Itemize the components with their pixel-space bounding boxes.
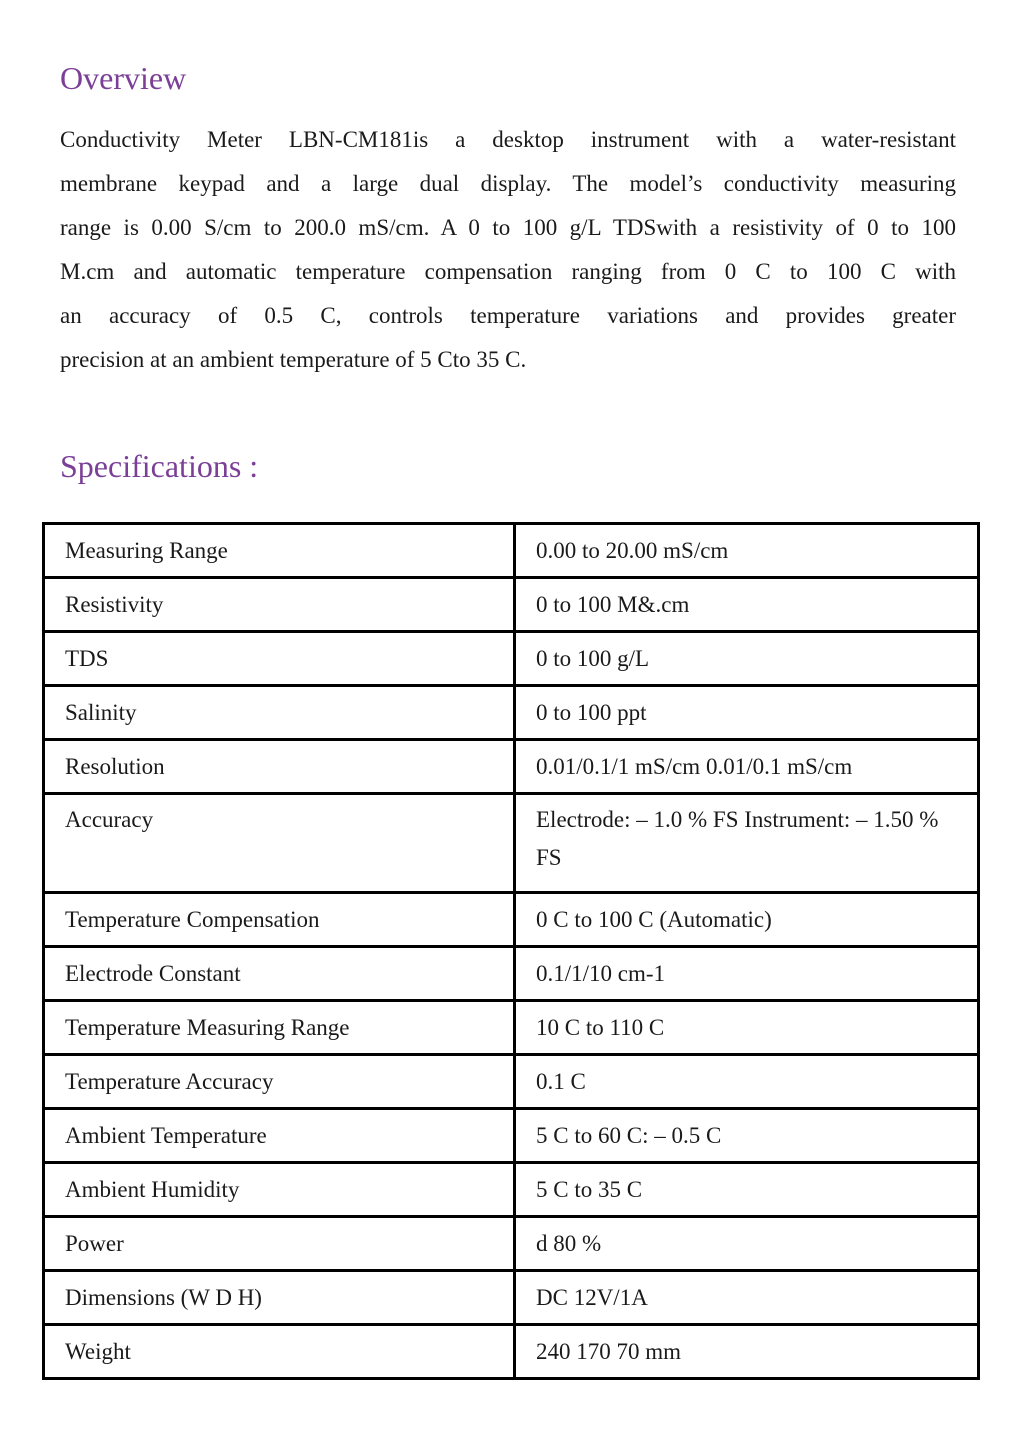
specifications-heading: Specifications : [60,448,259,484]
overview-line: range is 0.00 S/cm to 200.0 mS/cm. A 0 to 100 g/L TDSwith a resistivity of 0 to 100 [60,215,956,240]
spec-label: Accuracy [44,794,515,893]
table-row [44,1271,979,1325]
spec-label: Resolution [44,740,515,794]
spec-value: 0.1/1/10 cm-1 [515,947,979,1001]
table-row [44,1055,979,1109]
spec-value: 0.00 to 20.00 mS/cm [515,524,979,578]
table-row [44,1163,979,1217]
spec-value: d 80 % [515,1217,979,1271]
spec-value: 5 C to 35 C [515,1163,979,1217]
spec-label: Temperature Compensation [44,893,515,947]
table-row [44,632,979,686]
spec-value: 10 C to 110 C [515,1001,979,1055]
table-row [44,740,979,794]
table-row [44,1109,979,1163]
spec-label: Temperature Measuring Range [44,1001,515,1055]
spec-value: 0.1 C [515,1055,979,1109]
overview-line: M.cm and automatic temperature compensation ranging from 0 C to 100 C with [60,259,956,284]
spec-label: Power [44,1217,515,1271]
table-row [44,1325,979,1379]
overview-line: membrane keypad and a large dual display. The model’s conductivity measuring [60,171,956,196]
spec-label: Salinity [44,686,515,740]
table-row [44,578,979,632]
spec-label: Temperature Accuracy [44,1055,515,1109]
table-row [44,794,979,893]
spec-value: 0 to 100 ppt [515,686,979,740]
spec-value: 0 to 100 g/L [515,632,979,686]
spec-value: DC 12V/1A [515,1271,979,1325]
specifications-table [42,522,980,1380]
table-row [44,947,979,1001]
spec-label: Electrode Constant [44,947,515,1001]
spec-value: 0.01/0.1/1 mS/cm 0.01/0.1 mS/cm [515,740,979,794]
table-row [44,1217,979,1271]
spec-value: Electrode: – 1.0 % FS Instrument: – 1.50 % FS [515,794,979,893]
spec-value: 240 170 70 mm [515,1325,979,1379]
spec-value: 0 C to 100 C (Automatic) [515,893,979,947]
table-row [44,686,979,740]
spec-label: TDS [44,632,515,686]
spec-label: Resistivity [44,578,515,632]
spec-label: Ambient Temperature [44,1109,515,1163]
overview-heading: Overview [60,60,187,96]
spec-label: Dimensions (W D H) [44,1271,515,1325]
overview-line: an accuracy of 0.5 C, controls temperature variations and provides greater [60,303,956,328]
spec-label: Weight [44,1325,515,1379]
overview-line: precision at an ambient temperature of 5 Cto 35 C. [60,347,527,372]
spec-label: Measuring Range [44,524,515,578]
spec-value: 5 C to 60 C: – 0.5 C [515,1109,979,1163]
table-row [44,524,979,578]
overview-line: Conductivity Meter LBN-CM181is a desktop instrument with a water-resistant [60,127,956,152]
spec-value: 0 to 100 M&.cm [515,578,979,632]
spec-label: Ambient Humidity [44,1163,515,1217]
table-row [44,893,979,947]
table-row [44,1001,979,1055]
overview-paragraph [60,118,956,382]
